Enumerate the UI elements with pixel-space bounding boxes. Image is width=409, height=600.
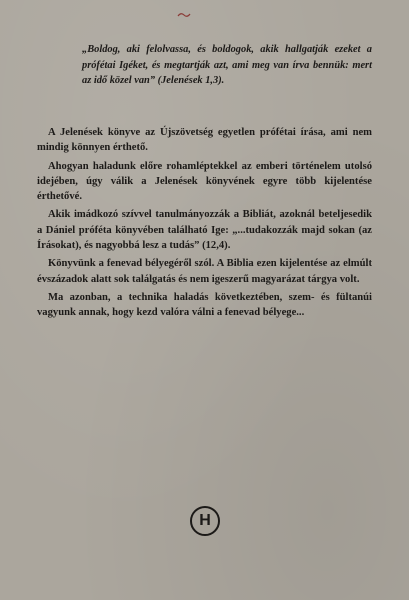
paragraph: Ahogyan haladunk előre rohamléptekkel az emberi történelem utolsó idejében, úgy válik a Jelenések könyvének egyre több kijelentése érthetővé. — [37, 160, 372, 203]
paragraph: A Jelenések könyve az Újszövetség egyetlen prófétai írása, ami nem mindig könnyen érthető. — [37, 127, 372, 154]
ink-mark-icon — [177, 11, 191, 19]
publisher-logo — [190, 506, 220, 536]
paragraph: Könyvünk a fenevad bélyegéről szól. A Biblia ezen kijelentése az elmúlt évszázadok alatt sok találgatás és nem igeszerű magyarázat tárgya volt. — [37, 258, 372, 285]
bible-quote — [82, 42, 372, 89]
quote-text: „Boldog, aki felolvassa, és boldogok, akik hallgatják ezeket a prófétai Igéket, és megtartják azt, ami meg van írva bennük: mert az idő közel van” (Jelenések 1,3). — [82, 44, 372, 86]
paragraph: Akik imádkozó szívvel tanulmányozzák a Bibliát, azoknál beteljesedik a Dániel próféta könyvében található Ige: „...tudakozzák majd sokan (az Írásokat), és nagyobbá lesz a tudás” (12,4). — [37, 209, 372, 252]
publisher-logo-letter: H — [199, 512, 211, 529]
paragraph: Ma azonban, a technika haladás következtében, szem- és fültanúi vagyunk annak, hogy kezd valóra válni a fenevad bélyege... — [37, 291, 372, 319]
blurb-text — [37, 125, 372, 324]
